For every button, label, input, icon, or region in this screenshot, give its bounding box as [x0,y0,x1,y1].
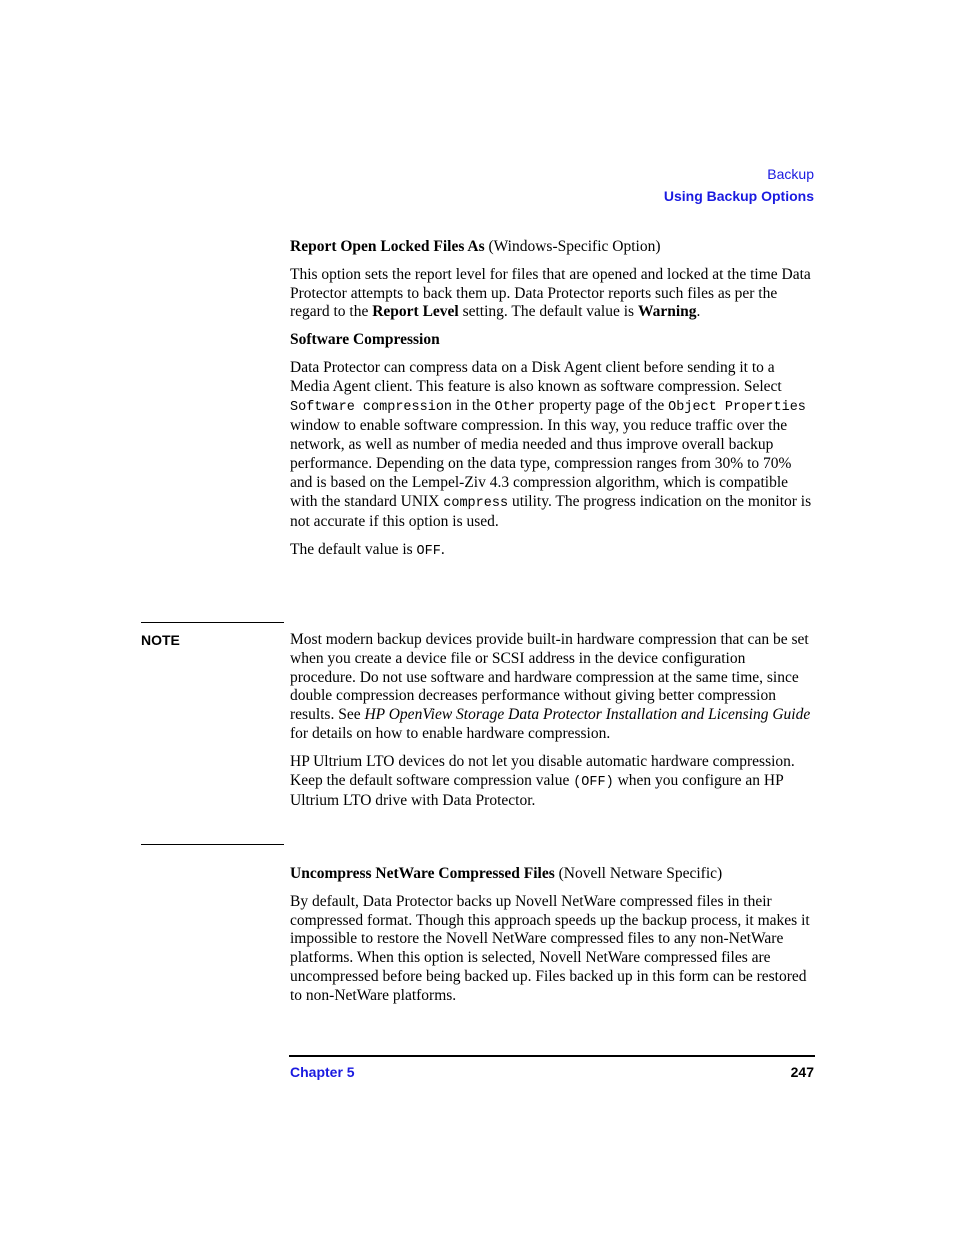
footer-chapter: Chapter 5 [290,1064,355,1080]
uncompress-heading: Uncompress NetWare Compressed Files (Novell Netware Specific) [290,865,723,882]
uncompress-paragraph: By default, Data Protector backs up Novell NetWare compressed files in their compressed format. Though this approach speeds up the backup process, it makes it impossible to restore the Novell NetWare compressed files to any non-NetWare platforms. When this option is selected, Novell NetWare compressed files are uncompressed before being backed up. Files backed up in this form can be restored to non-NetWare platforms. [290,892,810,1004]
running-header-section: Backup [767,166,814,182]
report-open-paragraph: This option sets the report level for files that are opened and locked at the time Data Protector attempts to back them up. Data Protector reports such files as per the regard to the Report Level setting. The default value is Warning. [290,265,811,321]
report-open-heading: Report Open Locked Files As (Windows-Specific Option) [290,238,661,255]
report-open-section [290,238,815,562]
software-compression-default: The default value is OFF. [290,541,445,560]
note-paragraph-lto: HP Ultrium LTO devices do not let you disable automatic hardware compression. Keep the default software compression value (OFF) when you configure an HP Ultrium LTO drive with Data Protector. [290,752,795,810]
note-bottom-rule [141,844,284,845]
footer-rule [289,1055,815,1057]
software-compression-heading: Software Compression [290,331,440,349]
page-number: 247 [790,1064,814,1080]
note-top-rule [141,622,284,623]
note-paragraph-hardware: Most modern backup devices provide built-in hardware compression that can be set when you create a device file or SCSI address in the device configuration procedure. Do not use software and hardware compression at the same time, since double compression decreases performance without giving better compression results. See HP OpenView Storage Data Protector Installation and Licensing Guide for details on how to enable hardware compression. [290,631,811,742]
note-label: NOTE [141,632,180,648]
running-header-subsection: Using Backup Options [663,188,814,204]
software-compression-paragraph: Data Protector can compress data on a Disk Agent client before sending it to a Media Agent client. This feature is also known as software compression. Select Software compression in the Other property page of the Object Properties window to enable software compression. In this way, you reduce traffic over the network, as well as number of media needed and thus improve overall backup performance. Depending on the data type, compression ranges from 30% to 70% and is based on the Lempel-Ziv 4.3 compression algorithm, which is compatible with the standard UNIX compress utility. The progress indication on the monitor is not accurate if this option is used. [290,358,812,531]
uncompress-section [290,865,815,1006]
note-body [290,631,815,811]
